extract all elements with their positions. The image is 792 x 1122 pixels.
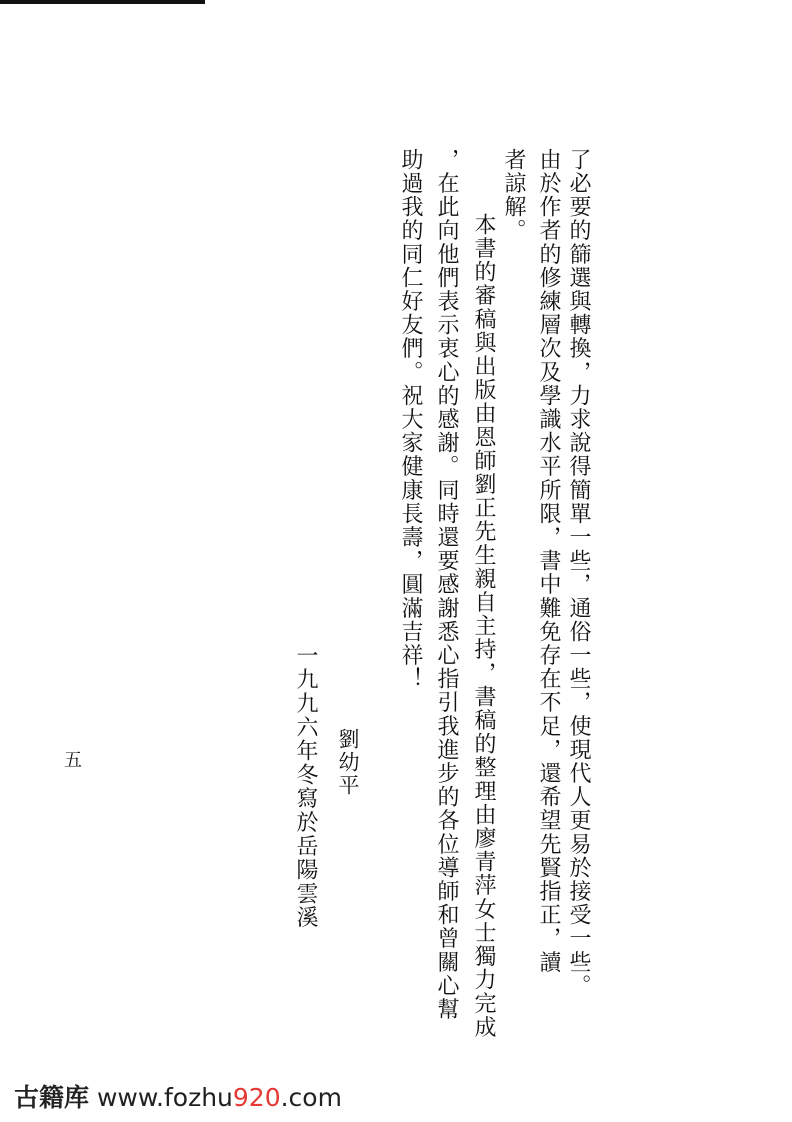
text-column-6: 助過我的同仁好友們。祝大家健康長壽，圓滿吉祥！ [398,148,423,691]
signature-date: 一九九六年冬寫於岳陽雲溪 [293,644,318,930]
text-column-3: 者諒解。 [501,148,526,243]
text-column-1: 了必要的篩選與轉換，力求說得簡單一些，通俗一些，使現代人更易於接受一些。 [566,148,591,998]
top-border-rule [0,0,205,4]
watermark-www: www. [96,1083,164,1112]
text-column-2: 由於作者的修練層次及學識水平所限，書中難免存在不足，還希望先賢指正，讀 [536,148,561,974]
watermark-brand: 古籍库 [14,1083,90,1112]
text-column-5: ，在此向他們表示衷心的感謝。同時還要感謝悉心指引我進步的各位導師和曾關心幫 [434,148,459,1022]
watermark-site: fozhu [163,1083,233,1112]
site-watermark [14,1078,342,1118]
page-number: 五 [64,750,82,771]
author-signature: 劉幼平 [336,728,360,797]
text-column-4: 本書的審稿與出版由恩師劉正先生親自主持，書稿的整理由廖青萍女士獨力完成 [471,213,496,1039]
watermark-tld: .com [280,1083,342,1112]
watermark-digits: 920 [232,1083,281,1112]
